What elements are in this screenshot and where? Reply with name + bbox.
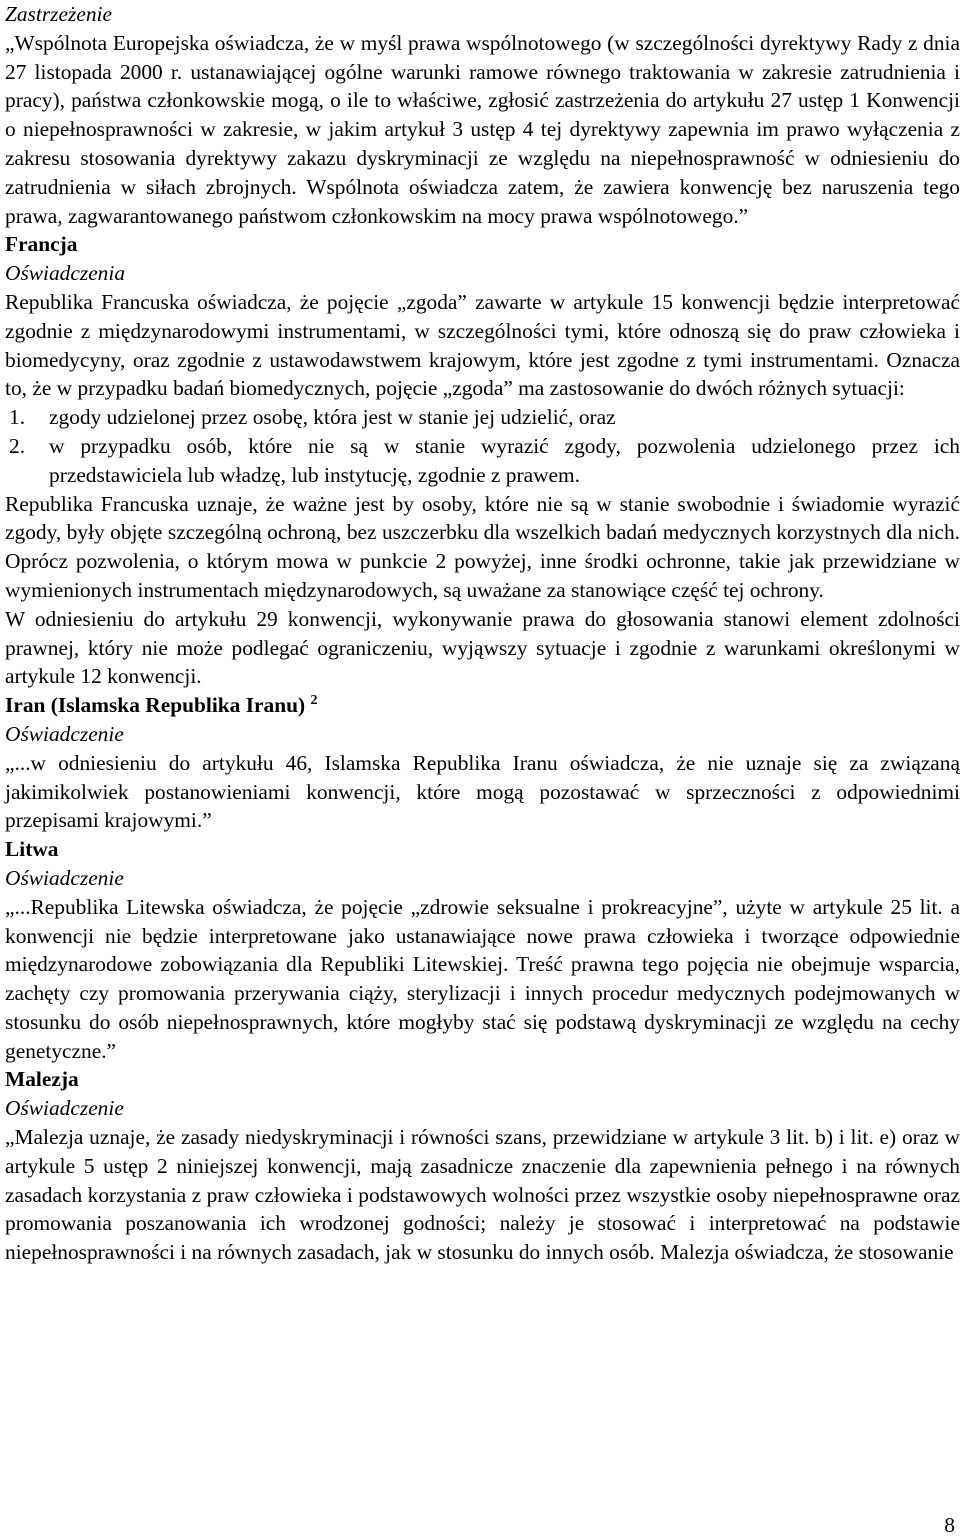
france-consent-list xyxy=(5,403,960,489)
list-item-text: w przypadku osób, które nie są w stanie wyrazić zgody, pozwolenia udzielonego przez ich przedstawiciela lub władzę, lub instytucję, zgodnie z prawem. xyxy=(49,433,960,487)
france-paragraph-1: Republika Francuska oświadcza, że pojęcie „zgoda” zawarte w artykule 15 konwencji będzie interpretować zgodnie z międzynarodowymi instrumentami, w szczególności tymi, które odnoszą się do praw człowieka i biomedycyny, oraz zgodnie z ustawodawstwem krajowym, które jest zgodne z tymi instrumentami. Oznacza to, że w przypadku badań biomedycznych, pojęcie „zgoda” ma zastosowanie do dwóch różnych sytuacji: xyxy=(5,289,960,401)
page-number: 8 xyxy=(944,1513,955,1537)
lithuania-subheading: Oświadczenie xyxy=(5,865,124,890)
iran-subheading: Oświadczenie xyxy=(5,721,124,746)
list-item-number: 1. xyxy=(9,405,26,430)
footnote-ref: 2 xyxy=(310,693,318,709)
list-item xyxy=(5,432,960,490)
malaysia-paragraph: „Malezja uznaje, że zasady niedyskryminacji i równości szans, przewidziane w artykule 3 lit. b) i lit. e) oraz w artykule 5 ustęp 2 niniejszej konwencji, mają zasadnicze znaczenie dla zapewnienia pełnego i na równych zasadach korzystania z praw człowieka i podstawowych wolności przez wszystkie osoby niepełnosprawne oraz promowania poszanowania ich wrodzonej godności; należy je stosować i interpretować na podstawie niepełnosprawności i na równych zasadach, jak w stosunku do innych osób. Malezja oświadcza, że stosowanie xyxy=(5,1125,960,1265)
list-item-number: 2. xyxy=(9,433,26,458)
list-item xyxy=(5,403,960,432)
list-item-text: zgody udzielonej przez osobę, która jest w stanie jej udzielić, oraz xyxy=(49,405,616,430)
iran-paragraph: „...w odniesieniu do artykułu 46, Islamska Republika Iranu oświadcza, że nie uznaje się za związaną jakimikolwiek postanowieniami konwencji, które mogą pozostawać w sprzeczności z odpowiednimi przepisami krajowymi.” xyxy=(5,750,960,833)
lithuania-paragraph: „...Republika Litewska oświadcza, że pojęcie „zdrowie seksualne i prokreacyjne”, użyte w artykule 25 lit. a konwencji nie będzie interpretowane jako ustanawiające nowe prawa człowieka i tworzące odpowiednie międzynarodowe zobowiązania dla Republiki Litewskiej. Treść prawna tego pojęcia nie obejmuje wsparcia, zachęty czy promowania przerywania ciąży, sterylizacji i innych procedur medycznych podejmowanych w stosunku do osób niepełnosprawnych, które mogłyby stać się podstawą dyskryminacji ze względu na cechy genetyczne.” xyxy=(5,894,960,1063)
iran-heading-text: Iran (Islamska Republika Iranu) xyxy=(5,693,306,718)
france-paragraph-3: W odniesieniu do artykułu 29 konwencji, wykonywanie prawa do głosowania stanowi element zdolności prawnej, który nie może podlegać ograniczeniu, wyjąwszy sytuacje i zgodnie z warunkami określonymi w artykule 12 konwencji. xyxy=(5,606,960,689)
lithuania-heading: Litwa xyxy=(5,837,59,862)
reservation-paragraph: „Wspólnota Europejska oświadcza, że w myśl prawa wspólnotowego (w szczególności dyrektywy Rady z dnia 27 listopada 2000 r. ustanawiającej ogólne warunki ramowe równego traktowania w zakresie zatrudnienia i pracy), państwa członkowskie mogą, o ile to właściwe, zgłosić zastrzeżenia do artykułu 27 ustęp 1 Konwencji o niepełnosprawności w zakresie, w jakim artykuł 3 ustęp 4 tej dyrektywy zapewnia im prawo wyłączenia z zakresu stosowania dyrektywy zakazu dyskryminacji ze względu na niepełnosprawność w odniesieniu do zatrudnienia w siłach zbrojnych. Wspólnota oświadcza zatem, że zawiera konwencję bez naruszenia tego prawa, zagwarantowanego państwom członkowskim na mocy prawa wspólnotowego.” xyxy=(5,30,960,228)
malaysia-heading: Malezja xyxy=(5,1067,79,1092)
france-heading: Francja xyxy=(5,232,78,257)
france-subheading: Oświadczenia xyxy=(5,261,126,286)
france-paragraph-2: Republika Francuska uznaje, że ważne jest by osoby, które nie są w stanie swobodnie i świadomie wyrazić zgody, były objęte szczególną ochroną, bez uszczerbku dla wszelkich badań medycznych korzystnych dla nich. Oprócz pozwolenia, o którym mowa w punkcie 2 powyżej, inne środki ochronne, takie jak przewidziane w wymienionych instrumentach międzynarodowych, są uważane za stanowiące część tej ochrony. xyxy=(5,491,960,602)
reservation-heading: Zastrzeżenie xyxy=(5,2,112,26)
iran-heading xyxy=(5,691,960,720)
malaysia-subheading: Oświadczenie xyxy=(5,1096,124,1121)
